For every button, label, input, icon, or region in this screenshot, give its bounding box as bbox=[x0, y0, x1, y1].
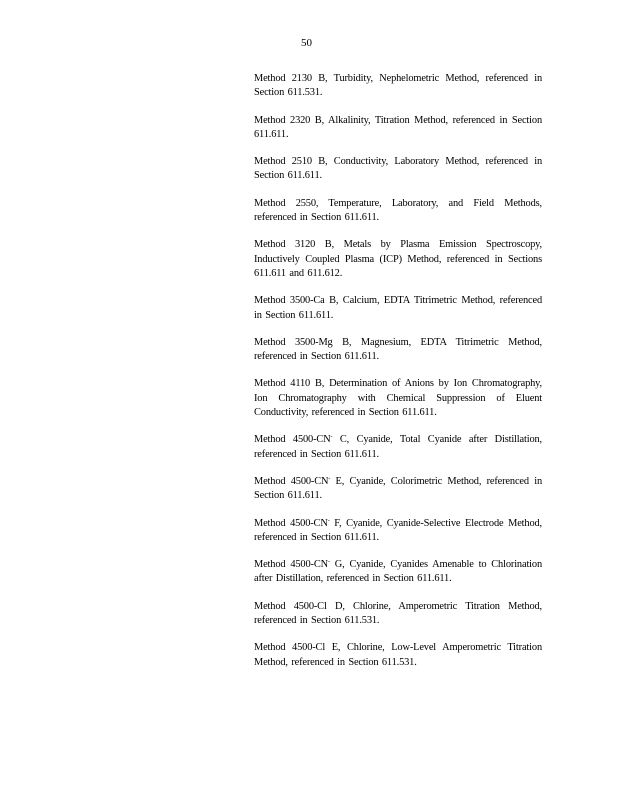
method-entry: Method 2320 B, Alkalinity, Titration Method, referenced in Section 611.611. bbox=[254, 114, 542, 140]
method-entry-text: F, Cyanide, Cyanide-Selective Electrode Method, referenced in Section 611.611. bbox=[254, 517, 542, 543]
method-entry bbox=[254, 558, 542, 587]
method-entry: Method 4500-Cl D, Chlorine, Amperometric Titration Method, referenced in Section 611.531. bbox=[254, 600, 542, 627]
method-entry-prefix: Method 4500-CN bbox=[254, 517, 328, 529]
method-entry bbox=[254, 475, 542, 504]
method-entry-prefix: Method 4500-CN bbox=[254, 434, 331, 446]
method-reference-list bbox=[254, 72, 542, 683]
method-entry-text: G, Cyanide, Cyanides Amenable to Chlorination after Distillation, referenced in Section 611.611. bbox=[254, 559, 543, 585]
superscript-minus: - bbox=[330, 434, 333, 441]
superscript-minus: - bbox=[327, 517, 330, 524]
method-entry: Method 4110 B, Determination of Anions by Ion Chromatography, Ion Chromatography with Chemical Suppression of Eluent Conductivity, referenced in Section 611.611. bbox=[254, 378, 542, 419]
method-entry: Method 3120 B, Metals by Plasma Emission Spectroscopy, Inductively Coupled Plasma (ICP) Method, referenced in Sections 611.611 and 611.612. bbox=[254, 239, 542, 279]
method-entry: Method 2550, Temperature, Laboratory, and Field Methods, referenced in Section 611.611. bbox=[254, 197, 542, 224]
method-entry bbox=[254, 433, 542, 462]
method-entry: Method 2510 B, Conductivity, Laboratory Method, referenced in Section 611.611. bbox=[254, 156, 542, 182]
method-entry-prefix: Method 4500-CN bbox=[254, 559, 328, 571]
method-entry: Method 2130 B, Turbidity, Nephelometric Method, referenced in Section 611.531. bbox=[254, 73, 542, 99]
method-entry-prefix: Method 4500-CN bbox=[254, 475, 329, 487]
method-entry: Method 4500-Cl E, Chlorine, Low-Level Amperometric Titration Method, referenced in Section 611.531. bbox=[254, 642, 542, 668]
superscript-minus: - bbox=[327, 559, 330, 566]
method-entry-text: E, Cyanide, Colorimetric Method, referenced in Section 611.611. bbox=[254, 475, 542, 502]
method-entry: Method 3500-Mg B, Magnesium, EDTA Titrimetric Method, referenced in Section 611.611. bbox=[254, 336, 542, 363]
method-entry bbox=[254, 517, 542, 546]
method-entry: Method 3500-Ca B, Calcium, EDTA Titrimetric Method, referenced in Section 611.611. bbox=[254, 295, 542, 321]
method-entry-text: C, Cyanide, Total Cyanide after Distillation, referenced in Section 611.611. bbox=[254, 434, 543, 460]
page-number: 50 bbox=[301, 37, 312, 49]
superscript-minus: - bbox=[328, 475, 331, 482]
